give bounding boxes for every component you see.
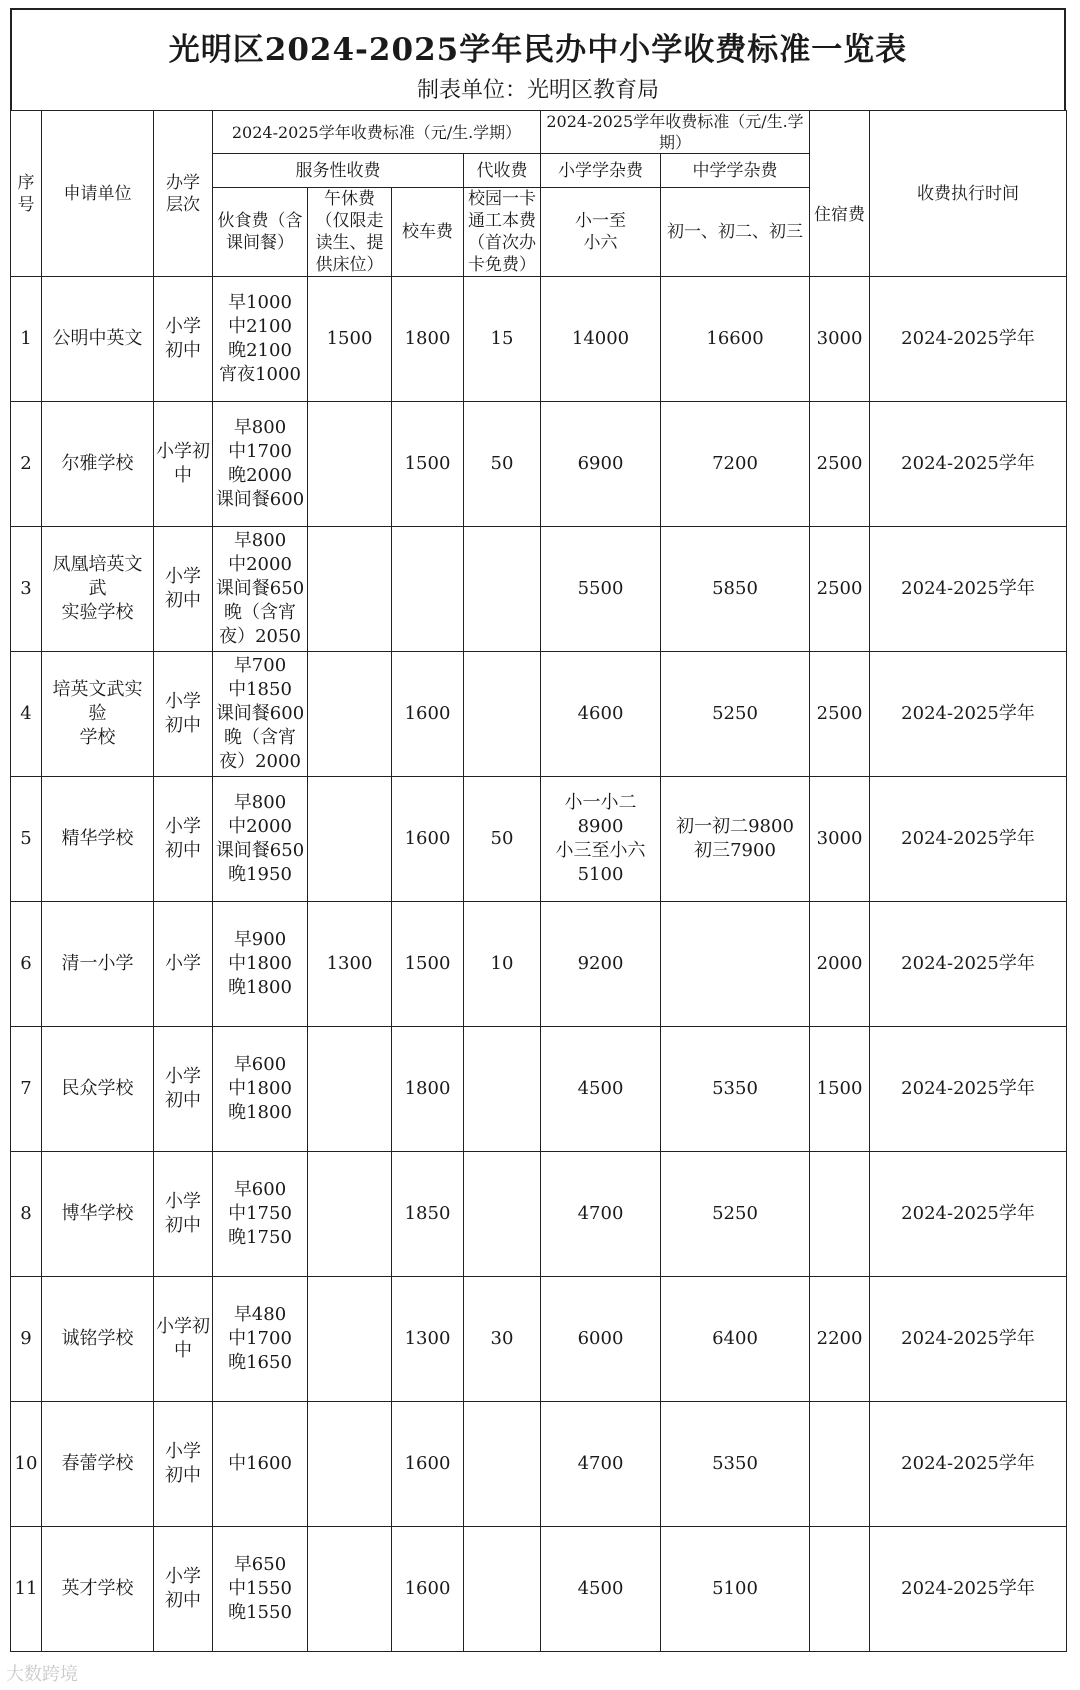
header-service: 服务性收费 bbox=[213, 154, 464, 188]
meal-fee: 早600 中1750 晚1750 bbox=[213, 1152, 308, 1277]
school-name: 尔雅学校 bbox=[42, 402, 154, 527]
school-level: 小学初 中 bbox=[154, 402, 213, 527]
table-row bbox=[11, 1277, 1067, 1402]
exec-time: 2024-2025学年 bbox=[870, 277, 1067, 402]
middle-misc-fee: 初一初二9800 初三7900 bbox=[661, 777, 810, 902]
header-seq: 序 号 bbox=[11, 111, 42, 277]
table-row bbox=[11, 1027, 1067, 1152]
exec-time: 2024-2025学年 bbox=[870, 652, 1067, 777]
header-nap: 午休费 （仅限走 读生、提 供床位） bbox=[308, 188, 392, 277]
bus-fee: 1500 bbox=[392, 402, 464, 527]
nap-fee bbox=[308, 527, 392, 652]
dorm-fee: 1500 bbox=[810, 1027, 870, 1152]
school-level: 小学 初中 bbox=[154, 1527, 213, 1652]
middle-misc-fee: 5850 bbox=[661, 527, 810, 652]
school-name: 凤凰培英文武 实验学校 bbox=[42, 527, 154, 652]
school-name: 清一小学 bbox=[42, 902, 154, 1027]
card-fee: 50 bbox=[464, 777, 541, 902]
primary-misc-fee: 4500 bbox=[541, 1527, 661, 1652]
table-row bbox=[11, 902, 1067, 1027]
row-number: 10 bbox=[11, 1402, 42, 1527]
table-row bbox=[11, 1402, 1067, 1527]
meal-fee: 早600 中1800 晚1800 bbox=[213, 1027, 308, 1152]
middle-misc-fee: 5350 bbox=[661, 1402, 810, 1527]
page-title: 光明区2024-2025学年民办中小学收费标准一览表 bbox=[168, 32, 908, 68]
row-number: 2 bbox=[11, 402, 42, 527]
dorm-fee: 3000 bbox=[810, 777, 870, 902]
page-subtitle: 制表单位：光明区教育局 bbox=[416, 78, 659, 103]
middle-misc-fee: 5250 bbox=[661, 1152, 810, 1277]
card-fee bbox=[464, 1402, 541, 1527]
exec-time: 2024-2025学年 bbox=[870, 1402, 1067, 1527]
header-meal: 伙食费（含 课间餐） bbox=[213, 188, 308, 277]
dorm-fee: 2000 bbox=[810, 902, 870, 1027]
fee-table bbox=[10, 110, 1067, 1652]
primary-misc-fee: 4500 bbox=[541, 1027, 661, 1152]
table-row bbox=[11, 402, 1067, 527]
meal-fee: 早900 中1800 晚1800 bbox=[213, 902, 308, 1027]
school-level: 小学 初中 bbox=[154, 1027, 213, 1152]
header-dorm: 住宿费 bbox=[810, 154, 870, 277]
nap-fee bbox=[308, 777, 392, 902]
bus-fee: 1600 bbox=[392, 1402, 464, 1527]
header-agency: 代收费 bbox=[464, 154, 541, 188]
dorm-fee bbox=[810, 1527, 870, 1652]
school-level: 小学初 中 bbox=[154, 1277, 213, 1402]
dorm-fee: 2500 bbox=[810, 527, 870, 652]
header-card: 校园一卡 通工本费 （首次办 卡免费） bbox=[464, 188, 541, 277]
header-exec-time: 收费执行时间 bbox=[870, 111, 1067, 277]
row-number: 1 bbox=[11, 277, 42, 402]
dorm-fee: 2500 bbox=[810, 402, 870, 527]
middle-misc-fee: 5250 bbox=[661, 652, 810, 777]
dorm-fee: 2500 bbox=[810, 652, 870, 777]
table-row bbox=[11, 777, 1067, 902]
nap-fee: 1500 bbox=[308, 277, 392, 402]
school-name: 公明中英文 bbox=[42, 277, 154, 402]
nap-fee bbox=[308, 652, 392, 777]
school-level: 小学 初中 bbox=[154, 652, 213, 777]
school-name: 培英文武实验 学校 bbox=[42, 652, 154, 777]
header-group-1: 2024-2025学年收费标准（元/生.学期） bbox=[213, 111, 541, 154]
primary-misc-fee: 6900 bbox=[541, 402, 661, 527]
exec-time: 2024-2025学年 bbox=[870, 1527, 1067, 1652]
card-fee: 15 bbox=[464, 277, 541, 402]
primary-misc-fee: 6000 bbox=[541, 1277, 661, 1402]
meal-fee: 早800 中1700 晚2000 课间餐600 bbox=[213, 402, 308, 527]
nap-fee bbox=[308, 1527, 392, 1652]
middle-misc-fee: 7200 bbox=[661, 402, 810, 527]
row-number: 3 bbox=[11, 527, 42, 652]
row-number: 7 bbox=[11, 1027, 42, 1152]
exec-time: 2024-2025学年 bbox=[870, 902, 1067, 1027]
header-group-2: 2024-2025学年收费标准（元/生.学期） bbox=[541, 111, 810, 154]
row-number: 5 bbox=[11, 777, 42, 902]
school-level: 小学 初中 bbox=[154, 1152, 213, 1277]
dorm-fee bbox=[810, 1152, 870, 1277]
watermark: 大数跨境 bbox=[6, 1664, 78, 1685]
meal-fee: 早700 中1850 课间餐600 晚（含宵 夜）2000 bbox=[213, 652, 308, 777]
nap-fee bbox=[308, 1152, 392, 1277]
table-row bbox=[11, 277, 1067, 402]
table-row bbox=[11, 527, 1067, 652]
primary-misc-fee: 小一小二8900 小三至小六 5100 bbox=[541, 777, 661, 902]
row-number: 11 bbox=[11, 1527, 42, 1652]
card-fee: 30 bbox=[464, 1277, 541, 1402]
meal-fee: 早650 中1550 晚1550 bbox=[213, 1527, 308, 1652]
header-primary-range: 小一至 小六 bbox=[541, 188, 661, 277]
primary-misc-fee: 9200 bbox=[541, 902, 661, 1027]
primary-misc-fee: 4700 bbox=[541, 1402, 661, 1527]
header-group-2-tail bbox=[810, 111, 870, 154]
school-name: 英才学校 bbox=[42, 1527, 154, 1652]
school-level: 小学 初中 bbox=[154, 1402, 213, 1527]
header-bus: 校车费 bbox=[392, 188, 464, 277]
school-name: 博华学校 bbox=[42, 1152, 154, 1277]
nap-fee bbox=[308, 1402, 392, 1527]
table-row bbox=[11, 1152, 1067, 1277]
bus-fee: 1500 bbox=[392, 902, 464, 1027]
middle-misc-fee: 5350 bbox=[661, 1027, 810, 1152]
row-number: 9 bbox=[11, 1277, 42, 1402]
header-unit: 申请单位 bbox=[42, 111, 154, 277]
exec-time: 2024-2025学年 bbox=[870, 527, 1067, 652]
primary-misc-fee: 4600 bbox=[541, 652, 661, 777]
table-row bbox=[11, 1527, 1067, 1652]
primary-misc-fee: 14000 bbox=[541, 277, 661, 402]
middle-misc-fee: 16600 bbox=[661, 277, 810, 402]
bus-fee bbox=[392, 527, 464, 652]
table-body bbox=[11, 277, 1067, 1652]
card-fee bbox=[464, 1527, 541, 1652]
nap-fee: 1300 bbox=[308, 902, 392, 1027]
bus-fee: 1850 bbox=[392, 1152, 464, 1277]
row-number: 6 bbox=[11, 902, 42, 1027]
bus-fee: 1300 bbox=[392, 1277, 464, 1402]
row-number: 8 bbox=[11, 1152, 42, 1277]
nap-fee bbox=[308, 1277, 392, 1402]
meal-fee: 早480 中1700 晚1650 bbox=[213, 1277, 308, 1402]
card-fee bbox=[464, 527, 541, 652]
bus-fee: 1600 bbox=[392, 652, 464, 777]
school-level: 小学 初中 bbox=[154, 777, 213, 902]
bus-fee: 1800 bbox=[392, 1027, 464, 1152]
primary-misc-fee: 5500 bbox=[541, 527, 661, 652]
exec-time: 2024-2025学年 bbox=[870, 1027, 1067, 1152]
header-middle-range: 初一、初二、初三 bbox=[661, 188, 810, 277]
middle-misc-fee bbox=[661, 902, 810, 1027]
header-level: 办学 层次 bbox=[154, 111, 213, 277]
meal-fee: 早800 中2000 课间餐650 晚1950 bbox=[213, 777, 308, 902]
card-fee bbox=[464, 1152, 541, 1277]
card-fee: 50 bbox=[464, 402, 541, 527]
dorm-fee: 2200 bbox=[810, 1277, 870, 1402]
school-level: 小学 初中 bbox=[154, 277, 213, 402]
dorm-fee bbox=[810, 1402, 870, 1527]
card-fee bbox=[464, 1027, 541, 1152]
school-level: 小学 初中 bbox=[154, 527, 213, 652]
school-name: 民众学校 bbox=[42, 1027, 154, 1152]
title-box bbox=[10, 8, 1066, 110]
nap-fee bbox=[308, 402, 392, 527]
header-primary-misc: 小学学杂费 bbox=[541, 154, 661, 188]
school-name: 春蕾学校 bbox=[42, 1402, 154, 1527]
meal-fee: 早800 中2000 课间餐650 晚（含宵 夜）2050 bbox=[213, 527, 308, 652]
middle-misc-fee: 6400 bbox=[661, 1277, 810, 1402]
meal-fee: 早1000 中2100 晚2100 宵夜1000 bbox=[213, 277, 308, 402]
primary-misc-fee: 4700 bbox=[541, 1152, 661, 1277]
bus-fee: 1600 bbox=[392, 777, 464, 902]
dorm-fee: 3000 bbox=[810, 277, 870, 402]
bus-fee: 1800 bbox=[392, 277, 464, 402]
exec-time: 2024-2025学年 bbox=[870, 1152, 1067, 1277]
meal-fee: 中1600 bbox=[213, 1402, 308, 1527]
card-fee bbox=[464, 652, 541, 777]
row-number: 4 bbox=[11, 652, 42, 777]
school-name: 精华学校 bbox=[42, 777, 154, 902]
table-row bbox=[11, 652, 1067, 777]
bus-fee: 1600 bbox=[392, 1527, 464, 1652]
header-middle-misc: 中学学杂费 bbox=[661, 154, 810, 188]
exec-time: 2024-2025学年 bbox=[870, 1277, 1067, 1402]
middle-misc-fee: 5100 bbox=[661, 1527, 810, 1652]
card-fee: 10 bbox=[464, 902, 541, 1027]
school-level: 小学 bbox=[154, 902, 213, 1027]
exec-time: 2024-2025学年 bbox=[870, 402, 1067, 527]
fee-table-sheet bbox=[10, 8, 1066, 1652]
school-name: 诚铭学校 bbox=[42, 1277, 154, 1402]
exec-time: 2024-2025学年 bbox=[870, 777, 1067, 902]
nap-fee bbox=[308, 1027, 392, 1152]
